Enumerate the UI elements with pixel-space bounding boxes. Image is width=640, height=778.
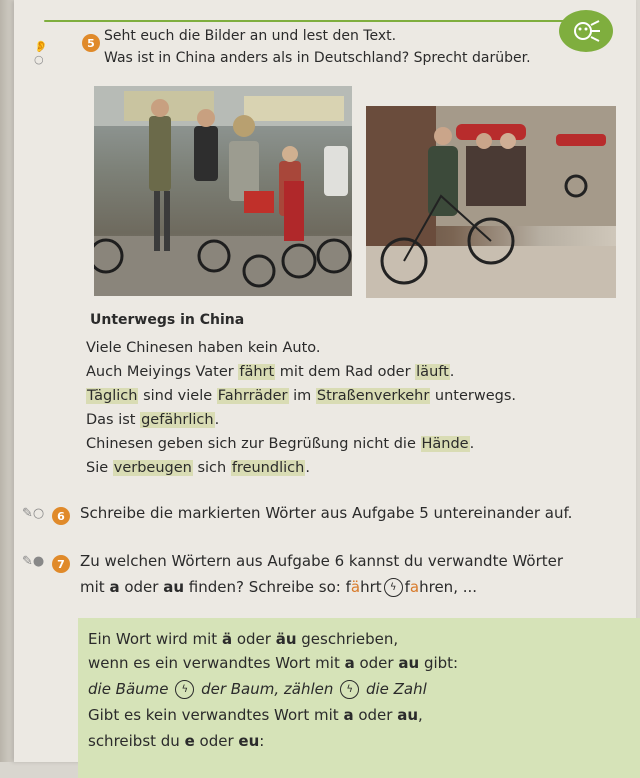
- letters-au: au: [398, 654, 420, 672]
- text-title: Unterwegs in China: [90, 312, 245, 328]
- text-segment: oder: [232, 630, 276, 648]
- letter-ae: ä: [221, 630, 233, 648]
- text-segment: oder: [194, 732, 239, 750]
- marked-word: verbeugen: [113, 460, 192, 476]
- text-segment: gibt:: [419, 654, 459, 672]
- text-line-2: [86, 364, 454, 380]
- text-segment: sind viele: [138, 388, 217, 404]
- text-segment: Ein Wort wird mit: [88, 630, 222, 648]
- text-segment: .: [214, 412, 220, 428]
- letters-eu: eu: [238, 732, 260, 750]
- listening-icon: 👂○: [34, 40, 47, 66]
- header-rule: [44, 20, 564, 22]
- letters-au: au: [163, 578, 185, 596]
- text-segment: .: [305, 460, 310, 476]
- text-segment: im: [288, 388, 316, 404]
- task-7: [22, 552, 640, 602]
- letters-au: au: [397, 706, 419, 724]
- text-line-6: [86, 460, 310, 476]
- rule-line-4: [88, 706, 423, 724]
- example-word-1: [346, 578, 382, 596]
- marked-word: Fahrräder: [217, 388, 288, 404]
- text-segment: finden? Schreibe so:: [184, 578, 346, 596]
- marked-word: Täglich: [87, 388, 138, 404]
- text-segment: oder: [353, 706, 398, 724]
- writing-pencil-icon: ✎●: [22, 554, 45, 569]
- text-segment: .: [449, 364, 455, 380]
- text-segment: Das ist: [86, 412, 141, 428]
- mascot-logo-icon: [559, 10, 613, 52]
- task-5-instruction-2: Was ist in China anders als in Deutschland? Sprecht darüber.: [104, 50, 531, 66]
- task-7-instruction-2: [80, 578, 477, 597]
- letter: hren, ...: [419, 578, 478, 596]
- text-segment: schreibst du: [88, 732, 185, 750]
- lightning-circle-icon: ϟ: [384, 578, 403, 597]
- rule-line-1: [88, 630, 398, 648]
- task-6: [22, 504, 640, 528]
- lightning-circle-icon: ϟ: [175, 680, 194, 699]
- text-segment: Sie: [86, 460, 113, 476]
- text-segment: wenn es ein verwandtes Wort mit: [88, 654, 345, 672]
- photo-rickshaw: [366, 106, 616, 298]
- rule-line-2: [88, 654, 458, 672]
- marked-word: freundlich: [231, 460, 305, 476]
- textbook-page: [14, 0, 636, 762]
- text-segment: :: [259, 732, 265, 750]
- task-7-instruction-1: Zu welchen Wörtern aus Aufgabe 6 kannst du verwandte Wörter: [80, 552, 564, 570]
- text-segment: Viele Chinesen haben kein Auto.: [86, 340, 321, 356]
- text-segment: Chinesen geben sich zur Begrüßung nicht die: [86, 436, 421, 452]
- marked-word: Straßenverkehr: [316, 388, 430, 404]
- book-spine: [0, 0, 14, 762]
- text-segment: sich: [192, 460, 231, 476]
- letter: f: [404, 578, 410, 596]
- text-segment: Auch Meiyings Vater: [86, 364, 239, 380]
- highlighted-letter: ä: [350, 578, 361, 596]
- text-segment: mit dem Rad oder: [275, 364, 416, 380]
- example-word: die Zahl: [365, 680, 427, 698]
- task-6-number: 6: [52, 507, 70, 525]
- text-segment: oder: [354, 654, 399, 672]
- letter-e: e: [184, 732, 195, 750]
- text-line-1: [86, 340, 321, 356]
- text-segment: oder: [119, 578, 164, 596]
- letter-a: a: [109, 578, 120, 596]
- letters-aeu: äu: [275, 630, 297, 648]
- marked-word: läuft: [416, 364, 449, 380]
- text-line-4: [86, 412, 219, 428]
- example-word: die Bäume: [88, 680, 169, 698]
- text-line-3: [86, 388, 516, 404]
- grammar-rule-box: [78, 618, 640, 778]
- letter-a: a: [344, 654, 355, 672]
- highlighted-letter: a: [409, 578, 420, 596]
- text-segment: Gibt es kein verwandtes Wort mit: [88, 706, 344, 724]
- text-line-5: [86, 436, 474, 452]
- letter-a: a: [343, 706, 354, 724]
- rule-example-line: [88, 680, 427, 699]
- rule-line-5: [88, 732, 264, 750]
- text-segment: unterwegs.: [430, 388, 517, 404]
- task-5-number: 5: [82, 34, 100, 52]
- letter: hrt: [360, 578, 382, 596]
- marked-word: Hände: [421, 436, 469, 452]
- example-word: der Baum, zählen: [201, 680, 334, 698]
- text-segment: ,: [418, 706, 423, 724]
- lightning-circle-icon: ϟ: [340, 680, 359, 699]
- letter: f: [345, 578, 351, 596]
- text-segment: mit: [80, 578, 110, 596]
- text-segment: geschrieben,: [296, 630, 399, 648]
- task-7-number: 7: [52, 555, 70, 573]
- writing-pencil-icon: ✎○: [22, 506, 45, 521]
- example-word-2: [405, 578, 477, 596]
- marked-word: fährt: [239, 364, 275, 380]
- photo-cyclists-street: [94, 86, 352, 296]
- text-segment: .: [469, 436, 475, 452]
- task-6-instruction: Schreibe die markierten Wörter aus Aufgabe 5 untereinander auf.: [80, 504, 573, 522]
- marked-word: gefährlich: [141, 412, 214, 428]
- task-5-instruction-1: Seht euch die Bilder an und lest den Text.: [104, 28, 397, 44]
